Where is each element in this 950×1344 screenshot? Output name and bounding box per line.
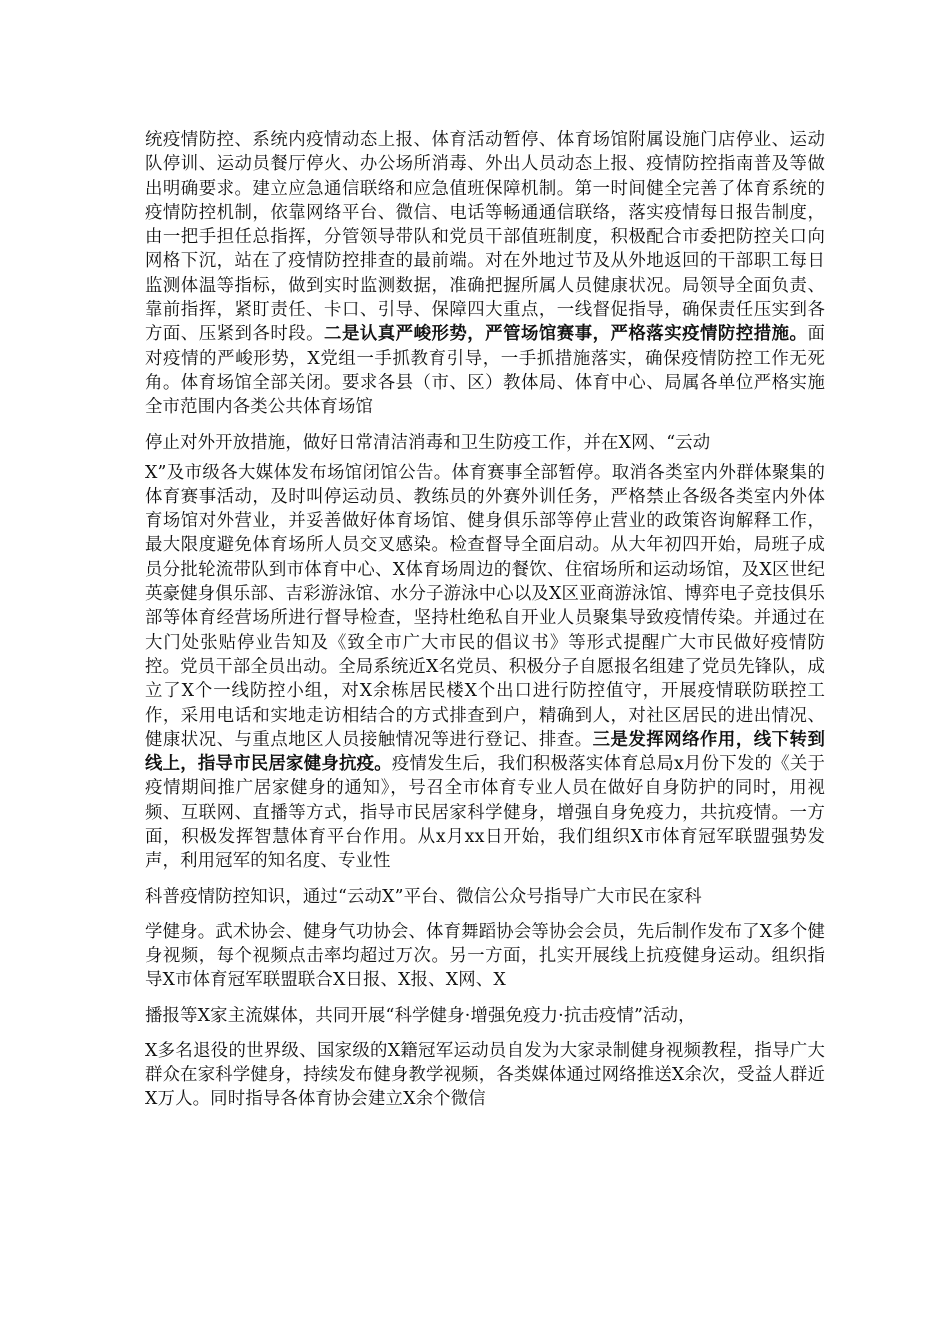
paragraph-block-1	[145, 128, 825, 420]
paragraph-text: 统疫情防控、系统内疫情动态上报、体育活动暂停、体育场馆附属设施门店停业、运动队停训、运动员餐厅停火、办公场所消毒、外出人员动态上报、疫情防控指南普及等做出明确要求。建立应急通信联络和应急值班保障机制。第一时间健全完善了体育系统的疫情防控机制，依靠网络平台、微信、电话等畅通通信联络，落实疫情每日报告制度，由一把手担任总指挥，分管领导带队和党员干部值班制度，积极配合市委把防控关口向网格下沉，站在了疫情防控排查的最前端。对在外地过节及从外地返回的干部职工每日监测体温等指标，做到实时监测数据，准确把握所属人员健康状况。局领导全面负责、靠前指挥，紧盯责任、卡口、引导、保障四大重点，一线督促指导，确保责任压实到各方面、压紧到各时段。	[145, 130, 825, 345]
paragraph-line-6	[145, 993, 825, 1039]
paragraph-block-7	[145, 1039, 825, 1112]
paragraph-block-5	[145, 920, 825, 993]
section-heading-three: 三是发挥网络作用，线下转到线上，指导市民居家健身抗疫。	[145, 729, 825, 775]
paragraph-text: 播报等X家主流媒体，共同开展“科学健身·增强免疫力·抗击疫情”活动，	[145, 1005, 696, 1026]
paragraph-text: 停止对外开放措施，做好日常清洁消毒和卫生防疫工作，并在X网、“云动	[145, 432, 711, 453]
paragraph-text: 疫情发生后，我们积极落实体育总局x月份下发的《关于疫情期间推广居家健身的通知》，号召全市体育专业人员在做好自身防护的同时，用视频、互联网、直播等方式，指导市民居家科学健身，增强自身免疫力，共抗疫情。一方面，积极发挥智慧体育平台作用。从x月xx日开始，我们组织X市体育冠军联盟强势发声，利用冠军的知名度、专业性	[145, 754, 825, 872]
paragraph-text: 科普疫情防控知识，通过“云动X”平台、微信公众号指导广大市民在家科	[145, 886, 702, 907]
paragraph-text: 面对疫情的严峻形势，X党组一手抓教育引导，一手抓措施落实，确保疫情防控工作无死角。体育场馆全部关闭。要求各县（市、区）教体局、体育中心、局属各单位严格实施全市范围内各类公共体育场馆	[145, 324, 825, 418]
paragraph-text: 学健身。武术协会、健身气功协会、体育舞蹈协会等协会会员，先后制作发布了X多个健身视频，每个视频点击率均超过万次。另一方面，扎实开展线上抗疫健身运动。组织指导X市体育冠军联盟联合X日报、X报、X网、X	[145, 921, 825, 991]
paragraph-block-3	[145, 461, 825, 874]
section-heading-two: 二是认真严峻形势，严管场馆赛事，严格落实疫情防控措施。	[324, 324, 808, 345]
paragraph-line-2	[145, 420, 825, 466]
document-body	[145, 128, 825, 1111]
paragraph-text: X”及市级各大媒体发布场馆闭馆公告。体育赛事全部暂停。取消各类室内外群体聚集的体育赛事活动，及时叫停运动员、教练员的外赛外训任务，严格禁止各级各类室内外体育场馆对外营业，并妥善做好体育场馆、健身俱乐部等停止营业的政策咨询解释工作，最大限度避免体育场所人员交叉感染。检查督导全面启动。从大年初四开始，局班子成员分批轮流带队到市体育中心、X体育场周边的餐饮、住宿场所和运动场馆，及X区世纪英豪健身俱乐部、吉彩游泳馆、水分子游泳中心以及X区亚商游泳馆、博弈电子竞技俱乐部等体育经营场所进行督导检查，坚持杜绝私自开业人员聚集导致疫情传染。并通过在大门处张贴停业告知及《致全市广大市民的倡议书》等形式提醒广大市民做好疫情防控。党员干部全员出动。全局系统近X名党员、积极分子自愿报名组建了党员先锋队，成立了X个一线防控小组，对X余栋居民楼X个出口进行防控值守，开展疫情联防联控工作，采用电话和实地走访相结合的方式排查到户，精确到人，对社区居民的进出情况、健康状况、与重点地区人员接触情况等进行登记、排查。	[145, 462, 825, 750]
paragraph-line-4	[145, 874, 825, 920]
paragraph-text: X多名退役的世界级、国家级的X籍冠军运动员自发为大家录制健身视频教程，指导广大群众在家科学健身，持续发布健身教学视频，各类媒体通过网络推送X余次，受益人群近X万人。同时指导各体育协会建立X余个微信	[145, 1040, 825, 1110]
